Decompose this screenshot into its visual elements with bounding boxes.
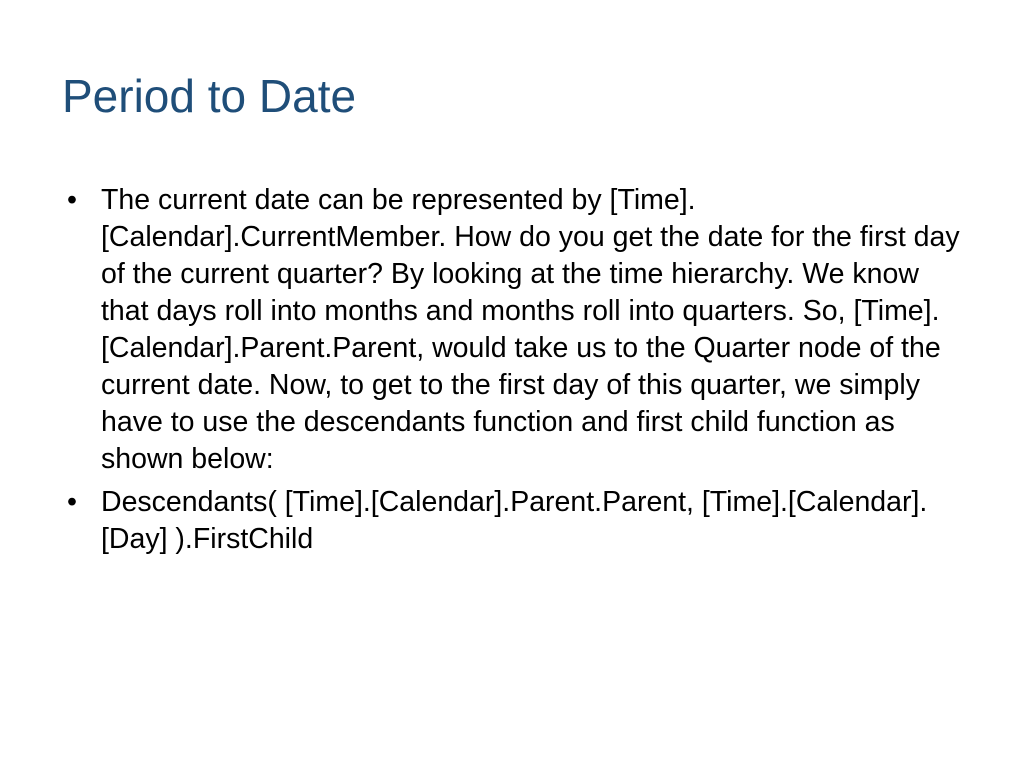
bullet-item-current-date xyxy=(62,182,962,478)
bullet-text: Descendants( [Time].[Calendar].Parent.Parent, [Time].[Calendar].[Day] ).FirstChild xyxy=(101,486,928,555)
bullet-list xyxy=(62,182,962,564)
bullet-dot-icon: • xyxy=(67,486,77,518)
bullet-item-descendants-expression xyxy=(62,484,962,558)
bullet-text: The current date can be represented by [Time].[Calendar].CurrentMember. How do you get the date for the first day of the current quarter? By looking at the time hierarchy. We know that days roll into months and months roll into quarters. So, [Time].[Calendar].Parent.Parent, would take us to the Quarter node of the current date. Now, to get to the first day of this quarter, we simply have to use the descendants function and first child function as shown below: xyxy=(101,184,960,475)
slide-title: Period to Date xyxy=(62,70,357,122)
bullet-dot-icon: • xyxy=(67,184,77,216)
